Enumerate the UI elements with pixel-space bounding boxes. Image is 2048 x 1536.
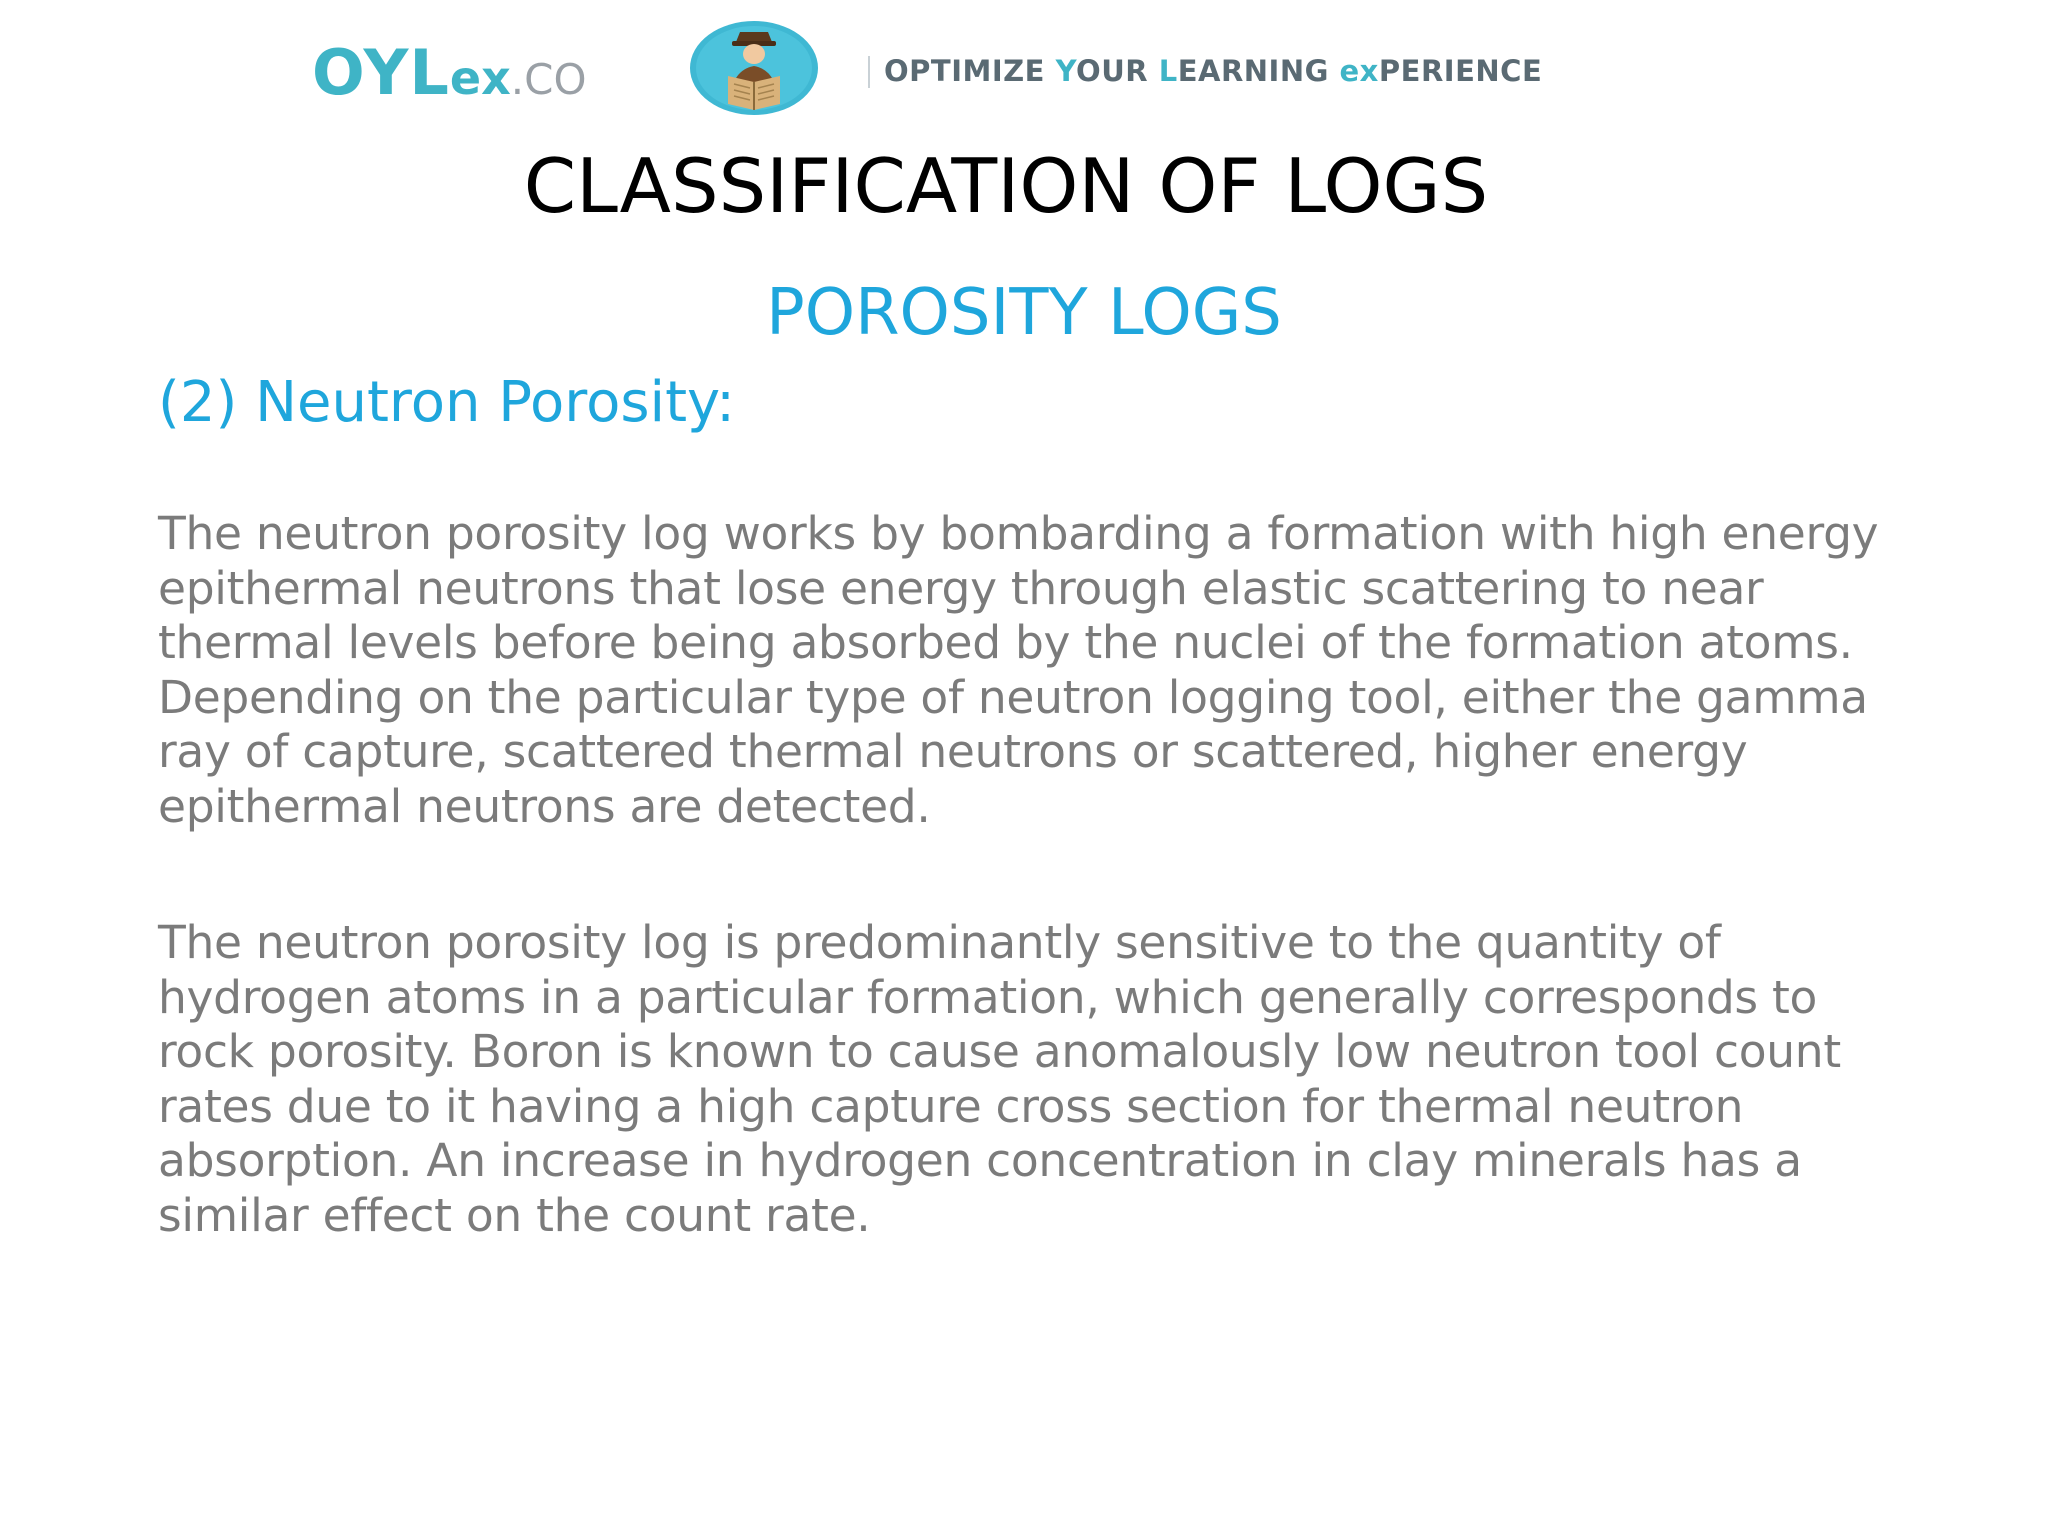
tagline-word: YOUR: [1055, 54, 1149, 88]
brand-logo[interactable]: [312, 38, 587, 108]
logo-domain-text: .CO: [510, 55, 587, 104]
logo-main-text: OYL: [312, 36, 450, 109]
tagline-divider: [868, 56, 870, 88]
body-paragraph: The neutron porosity log is predominantly sensitive to the quantity of hydrogen atoms in a particular formation, which generally corresponds to rock porosity. Boron is known to cause anomalously low neutron tool count rates due to it having a high capture cross section for thermal neutron absorption. An increase in hydrogen concentration in clay minerals has a similar effect on the count rate.: [158, 916, 1841, 1242]
tagline-word: LEARNING: [1158, 54, 1329, 88]
tagline-word: OPTIMIZE: [884, 54, 1045, 88]
tagline: [884, 54, 1542, 88]
body-paragraph: The neutron porosity log works by bombarding a formation with high energy epithermal neutrons that lose energy through elastic scattering to near thermal levels before being absorbed by the nuclei of the formation atoms. Depending on the particular type of neutron logging tool, either the gamma ray of capture, scattered thermal neutrons or scattered, higher energy epithermal neutrons are detected.: [158, 507, 1879, 833]
subheading: (2) Neutron Porosity:: [158, 370, 735, 435]
slide-title: [0, 142, 2048, 230]
section-title-text: POROSITY LOGS: [766, 276, 1282, 350]
section-title: [0, 276, 2048, 350]
reading-person-icon: [688, 20, 820, 116]
slide-title-text: CLASSIFICATION OF LOGS: [523, 142, 1489, 230]
logo-ex-text: ex: [449, 51, 511, 105]
tagline-word: exPERIENCE: [1339, 54, 1543, 88]
